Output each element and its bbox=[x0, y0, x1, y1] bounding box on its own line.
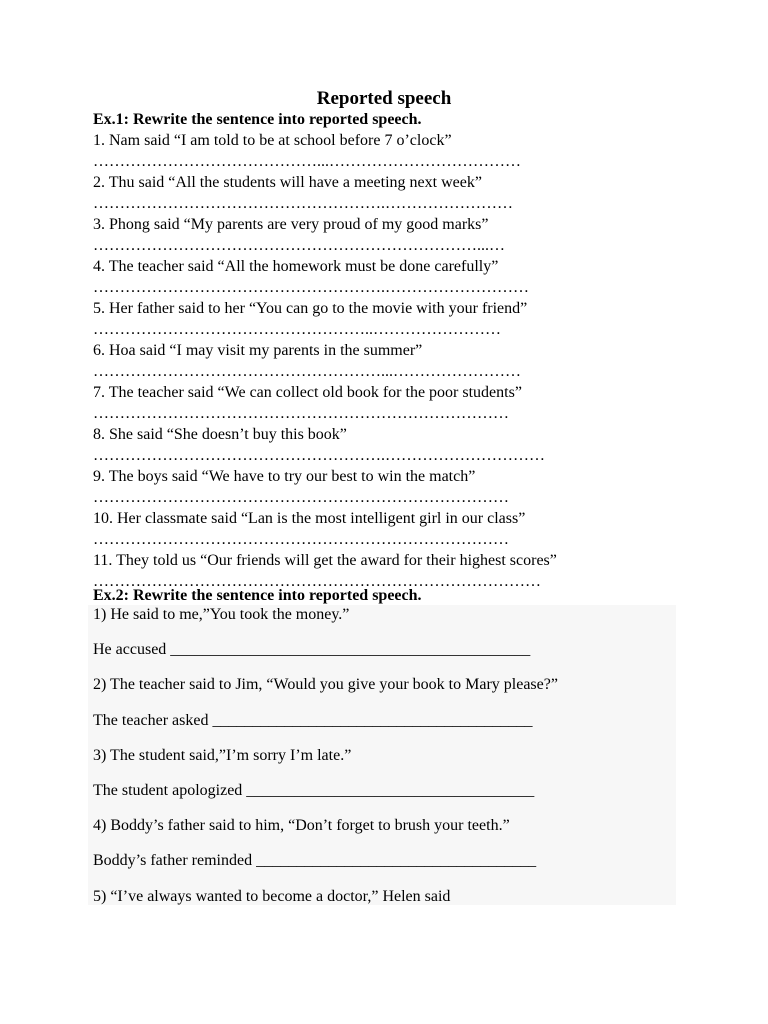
exercise-1-item bbox=[93, 214, 653, 256]
exercise-2-answer-line: He accused _____________________________________________ bbox=[93, 641, 531, 659]
exercise-2-prompt: 5) “I’ve always wanted to become a doctor,” Helen said bbox=[93, 887, 451, 905]
exercise-1-items bbox=[93, 130, 653, 592]
exercise-1-answer-line: …………………………………………………………………… bbox=[93, 405, 509, 422]
exercise-1-sentence: 8. She said “She doesn’t buy this book” bbox=[93, 426, 347, 443]
exercise-2-prompt: 1) He said to me,”You took the money.” bbox=[93, 606, 350, 623]
exercise-1-answer-line: ………………………………………………………………………… bbox=[93, 573, 541, 590]
exercise-1-sentence: 5. Her father said to her “You can go to the movie with your friend” bbox=[93, 300, 528, 317]
exercise-1-heading: Ex.1: Rewrite the sentence into reported speech. bbox=[93, 111, 422, 128]
exercise-1-item bbox=[93, 298, 653, 340]
exercise-2-prompt: 4) Boddy’s father said to him, “Don’t forget to brush your teeth.” bbox=[93, 817, 510, 835]
exercise-1-answer-line: …………………………………………………………………… bbox=[93, 489, 509, 506]
exercise-1-sentence: 10. Her classmate said “Lan is the most intelligent girl in our class” bbox=[93, 510, 526, 527]
exercise-1-sentence: 3. Phong said “My parents are very proud of my good marks” bbox=[93, 216, 489, 233]
exercise-1-answer-line: ……………………………………………….…………………… bbox=[93, 195, 513, 212]
exercise-2-prompt: 2) The teacher said to Jim, “Would you give your book to Mary please?” bbox=[93, 676, 558, 694]
exercise-2-prompt: 3) The student said,”I’m sorry I’m late.” bbox=[93, 746, 352, 764]
exercise-1-answer-line: ……………………………………………..…………………… bbox=[93, 321, 501, 338]
exercise-1-answer-line: ………………………………………………………………...… bbox=[93, 237, 505, 254]
exercise-1-sentence: 1. Nam said “I am told to be at school before 7 o’clock” bbox=[93, 132, 452, 149]
exercise-1 bbox=[93, 110, 653, 592]
exercise-1-item bbox=[93, 508, 653, 550]
exercise-1-sentence: 11. They told us “Our friends will get the award for their highest scores” bbox=[93, 552, 557, 569]
exercise-1-answer-line: ……………………………………………….……………………… bbox=[93, 279, 529, 296]
exercise-1-sentence: 6. Hoa said “I may visit my parents in the summer” bbox=[93, 342, 423, 359]
exercise-1-answer-line: ……………………………………………….………………………… bbox=[93, 447, 545, 464]
page-title: Reported speech bbox=[316, 88, 452, 109]
exercise-1-item bbox=[93, 340, 653, 382]
exercise-2-answer-line: The student apologized ____________________________________ bbox=[93, 781, 535, 799]
exercise-1-answer-line: …………………………………………………………………… bbox=[93, 531, 509, 548]
exercise-1-sentence: 2. Thu said “All the students will have a meeting next week” bbox=[93, 174, 482, 191]
exercise-2-answer-line: The teacher asked ________________________________________ bbox=[93, 711, 533, 729]
exercise-1-item bbox=[93, 172, 653, 214]
exercise-2-items bbox=[93, 604, 673, 921]
exercise-2-heading: Ex.2: Rewrite the sentence into reported speech. bbox=[93, 587, 422, 604]
exercise-1-item bbox=[93, 466, 653, 508]
exercise-1-sentence: 7. The teacher said “We can collect old book for the poor students” bbox=[93, 384, 522, 401]
exercise-2-answer-line: Boddy’s father reminded ___________________________________ bbox=[93, 852, 537, 870]
exercise-1-answer-line: ………………………………………………...…………………… bbox=[93, 363, 521, 380]
exercise-1-item bbox=[93, 424, 653, 466]
exercise-1-item bbox=[93, 130, 653, 172]
exercise-1-sentence: 4. The teacher said “All the homework must be done carefully” bbox=[93, 258, 499, 275]
exercise-1-answer-line: ……………………………………...……………………………… bbox=[93, 153, 521, 170]
exercise-1-item bbox=[93, 382, 653, 424]
exercise-1-sentence: 9. The boys said “We have to try our best to win the match” bbox=[93, 468, 476, 485]
exercise-1-item bbox=[93, 256, 653, 298]
